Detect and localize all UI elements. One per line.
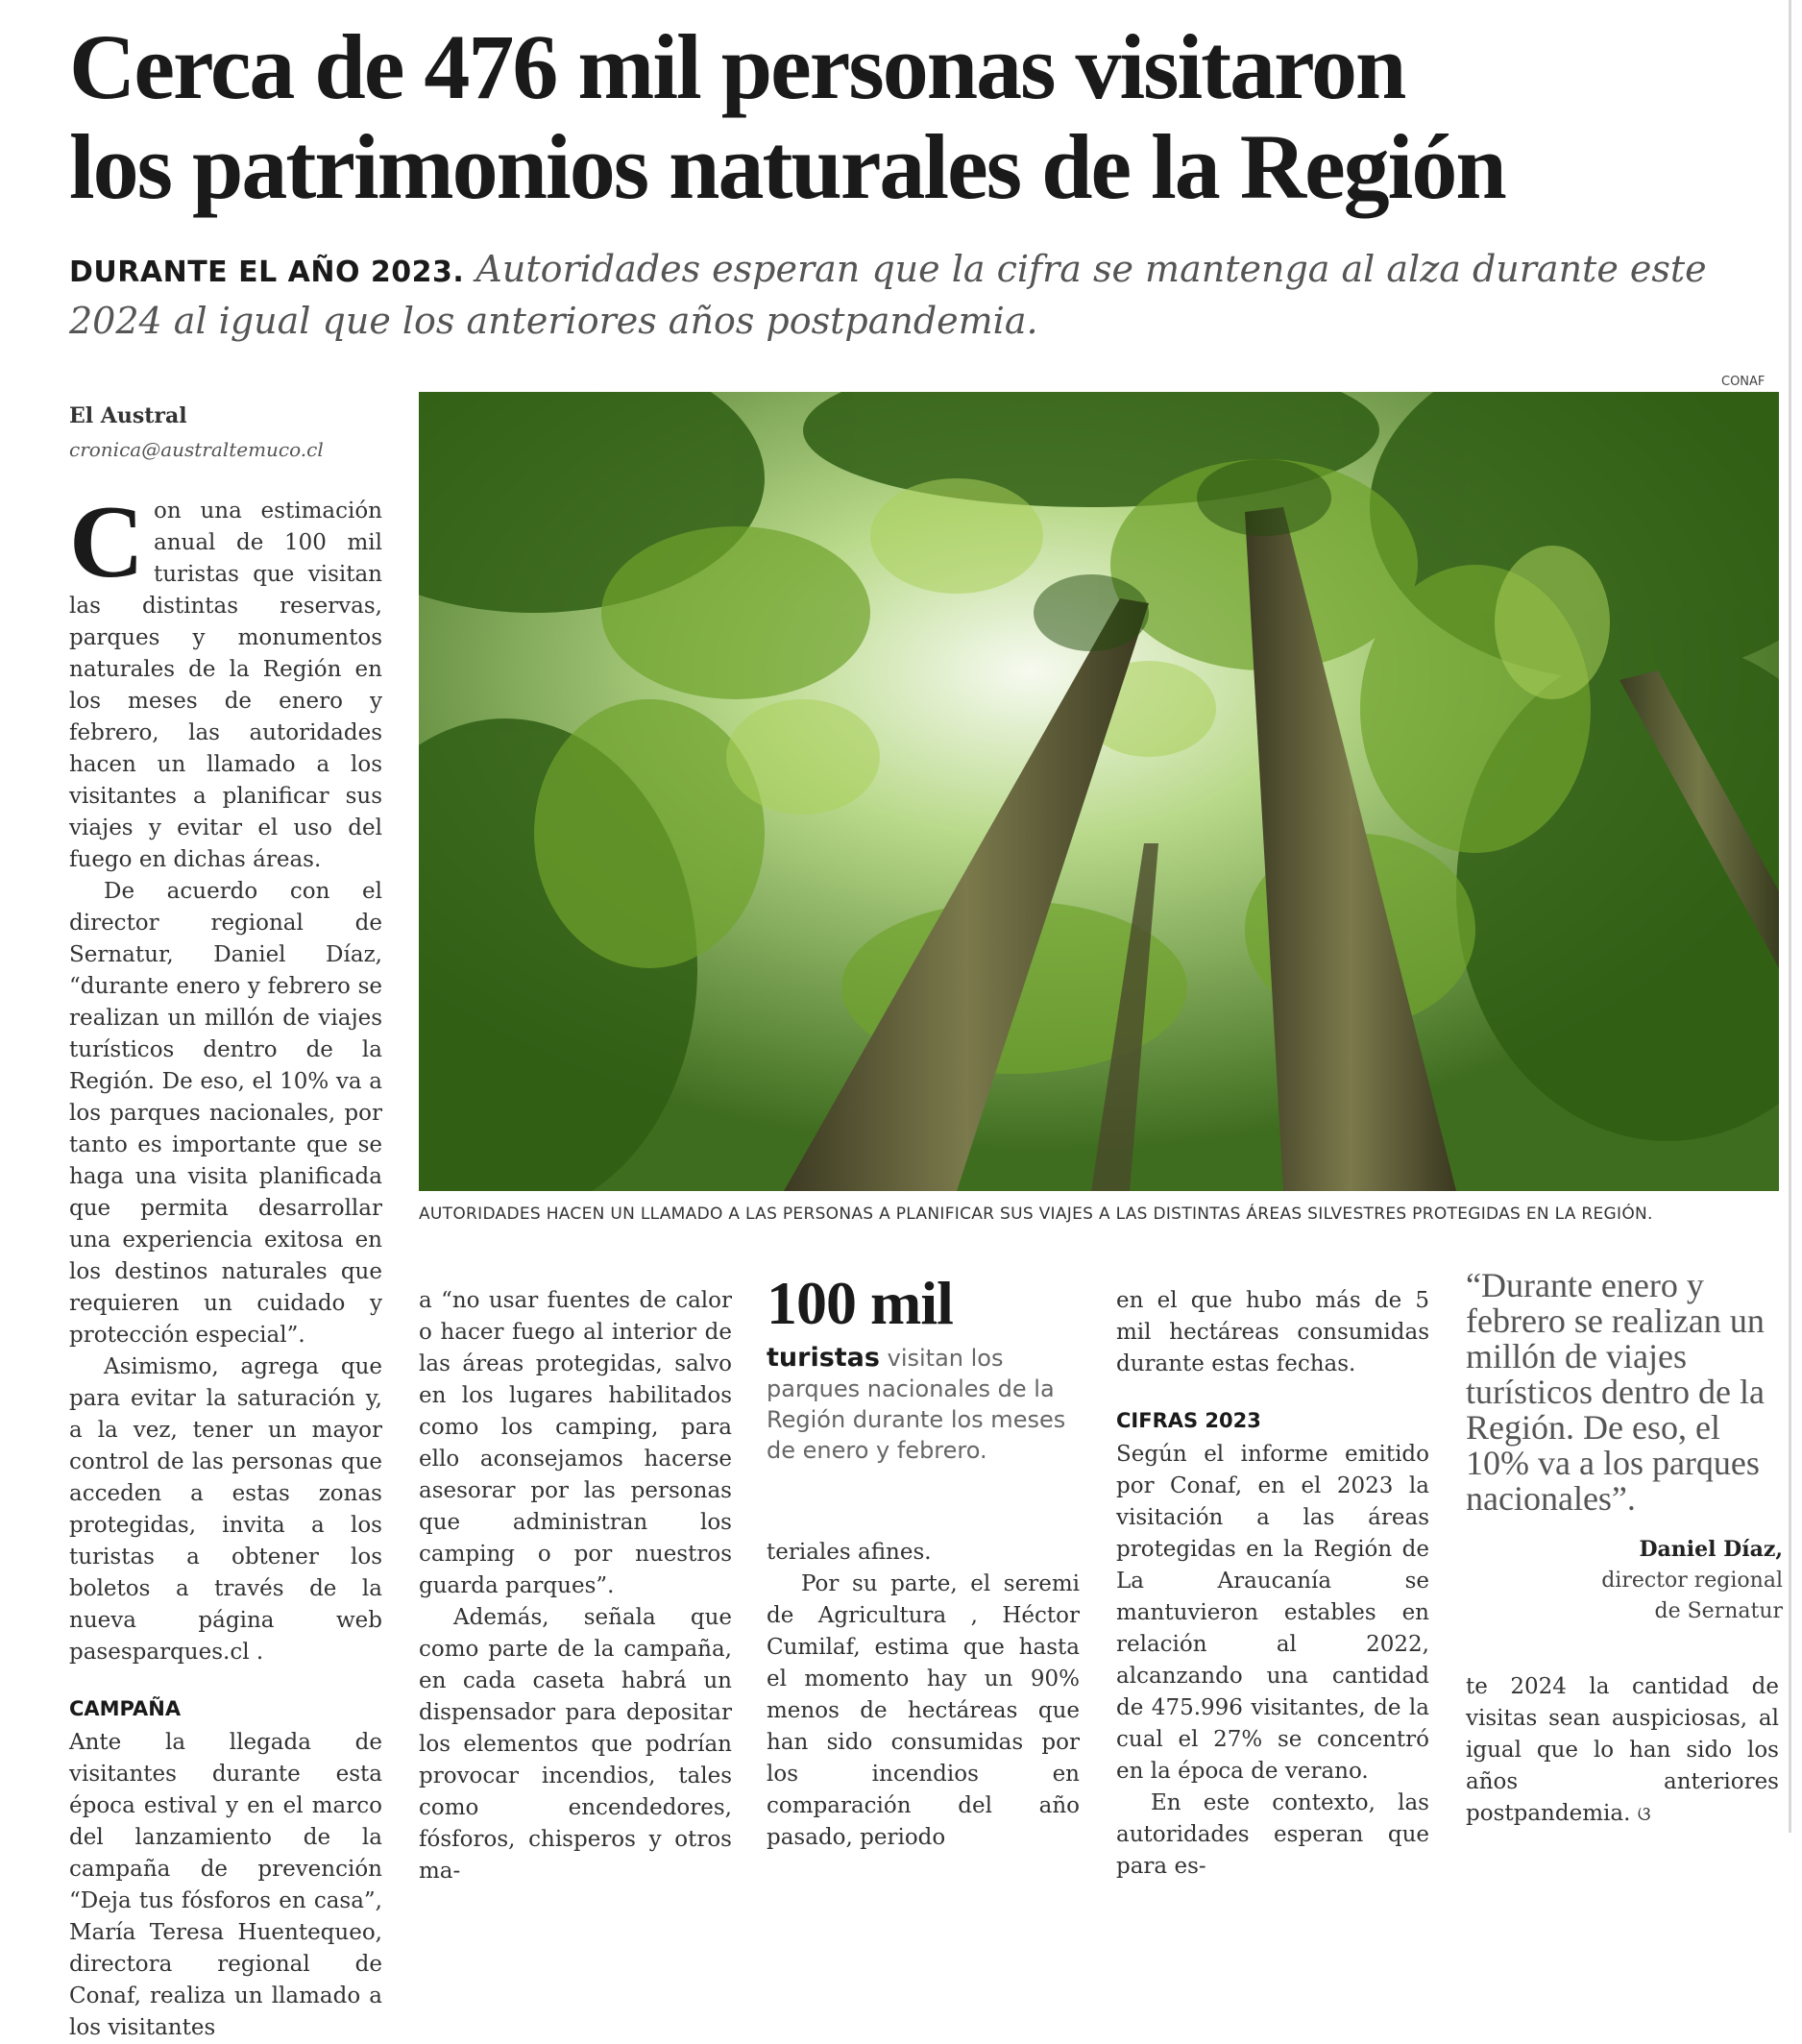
quote-role-1: director regional <box>1601 1569 1783 1593</box>
paragraph-3: Asimismo, agrega que para evitar la saturación y, a la vez, tener un mayor control de las personas que acceden a estas zonas protegidas, invita a los turistas a obtener los boletos a través de la nueva página web pasesparques.cl . <box>69 1354 382 1665</box>
stat-number: 100 mil <box>767 1269 953 1337</box>
pull-quote <box>1466 1268 1783 1627</box>
photo-credit: CONAF <box>1721 375 1765 389</box>
column-3-paragraph-2: Por su parte, el seremi de Agricultura , Héctor Cumilaf, estima que hasta el momento hay un 90% menos de hectáreas que han sido consumidas por los incendios en comparación del año pasado, periodo <box>767 1571 1080 1850</box>
paragraph-2: De acuerdo con el director regional de Sernatur, Daniel Díaz, “durante enero y febrero se realizan un millón de viajes turísticos dentro de la Región. De eso, el 10% va a los parques nacionales, por tanto es importante que se haga una visita planificada que permita desarrollar una experiencia exitosa en los destinos naturales que requieren un cuidado y protección especial”. <box>69 879 382 1348</box>
column-2-paragraph-1: a “no usar fuentes de calor o hacer fuego al interior de las áreas protegidas, salvo en los lugares habilitados como los camping, para ello aconsejamos hacerse asesorar por las personas que administran los camping o por nuestros guarda parques”. <box>419 1288 732 1598</box>
column-4-paragraph-1: en el que hubo más de 5 mil hectáreas consumidas durante estas fechas. <box>1116 1288 1429 1376</box>
column-4 <box>1116 1285 1429 1883</box>
column-2 <box>419 1285 732 1887</box>
byline-email: cronica@australtemuco.cl <box>69 438 324 461</box>
column-3 <box>767 1537 1080 1854</box>
headline-line-2: los patrimonios naturales de la Región <box>69 115 1505 218</box>
pull-quote-attribution <box>1466 1534 1783 1627</box>
forest-photo <box>419 392 1779 1191</box>
column-5 <box>1466 1671 1779 1830</box>
quote-name: Daniel Díaz, <box>1639 1537 1783 1562</box>
column-5-paragraph-1 <box>1466 1671 1779 1830</box>
column-3-paragraph-1: teriales afines. <box>767 1540 932 1565</box>
byline <box>69 403 396 461</box>
deck <box>69 245 1760 345</box>
page-edge-rule <box>1789 0 1791 1833</box>
subhead-campana: CAMPAÑA <box>69 1697 182 1720</box>
stat-bold: turistas <box>767 1343 880 1373</box>
photo-caption: AUTORIDADES HACEN UN LLAMADO A LAS PERSONAS A PLANIFICAR SUS VIAJES A LAS DISTINTAS ÁREAS SILVESTRES PROTEGIDAS EN LA REGIÓN. <box>419 1204 1653 1224</box>
column-2-paragraph-2: Además, señala que como parte de la campaña, en cada caseta habrá un dispensador para depositar los elementos que podrían provocar incendios, tales como encendedores, fósforos, chisperos y otros ma- <box>419 1605 732 1884</box>
column-1 <box>69 485 382 2044</box>
column-4-paragraph-3: En este contexto, las autoridades esperan que para es- <box>1116 1790 1429 1879</box>
paragraph-4: Ante la llegada de visitantes durante esta época estival y en el marco del lanzamiento de la campaña de prevención “Deja tus fósforos en casa”, María Teresa Huentequeo, directora regional de Conaf, realiza un llamado a los visitantes <box>69 1730 382 2040</box>
stat-callout <box>767 1270 1084 1466</box>
headline-line-1: Cerca de 476 mil personas visitaron <box>69 15 1405 118</box>
headline <box>69 17 1779 217</box>
paragraph-1-text: on una estimación anual de 100 mil turistas que visitan las distintas reservas, parques y monumentos naturales de la Región en los meses de enero y febrero, las autoridades hacen un llamado a los visitantes a planificar sus viajes y evitar el uso del fuego en dichas áreas. <box>69 499 382 872</box>
end-mark-icon: ଓ <box>1637 1802 1651 1825</box>
deck-kicker: DURANTE EL AÑO 2023. <box>69 256 465 289</box>
deck-lede: Autoridades esperan que la cifra se mantenga al alza durante este 2024 al igual que los anteriores años postpandemia. <box>69 248 1707 342</box>
column-4-paragraph-2: Según el informe emitido por Conaf, en el 2023 la visitación a las áreas protegidas en la Región de La Araucanía se mantuvieron estables en relación al 2022, alcanzando una cantidad de 475.996 visitantes, de la cual el 27% se concentró en la época de verano. <box>1116 1442 1429 1784</box>
drop-cap: C <box>69 485 144 599</box>
byline-name: El Austral <box>69 403 187 428</box>
stat-description: visitan los parques nacionales de la Región durante los meses de enero y febrero. <box>767 1345 1066 1464</box>
column-5-text: te 2024 la cantidad de visitas sean auspiciosas, al igual que lo han sido los años anteriores postpandemia. <box>1466 1674 1779 1826</box>
pull-quote-text: “Durante enero y febrero se realizan un millón de viajes turísticos dentro de la Región. De eso, el 10% va a los parques nacionales”. <box>1466 1266 1765 1518</box>
paragraph-1 <box>69 485 382 876</box>
stat-text <box>767 1343 1084 1466</box>
subhead-cifras: CIFRAS 2023 <box>1116 1409 1261 1432</box>
quote-role-2: de Sernatur <box>1654 1599 1783 1623</box>
